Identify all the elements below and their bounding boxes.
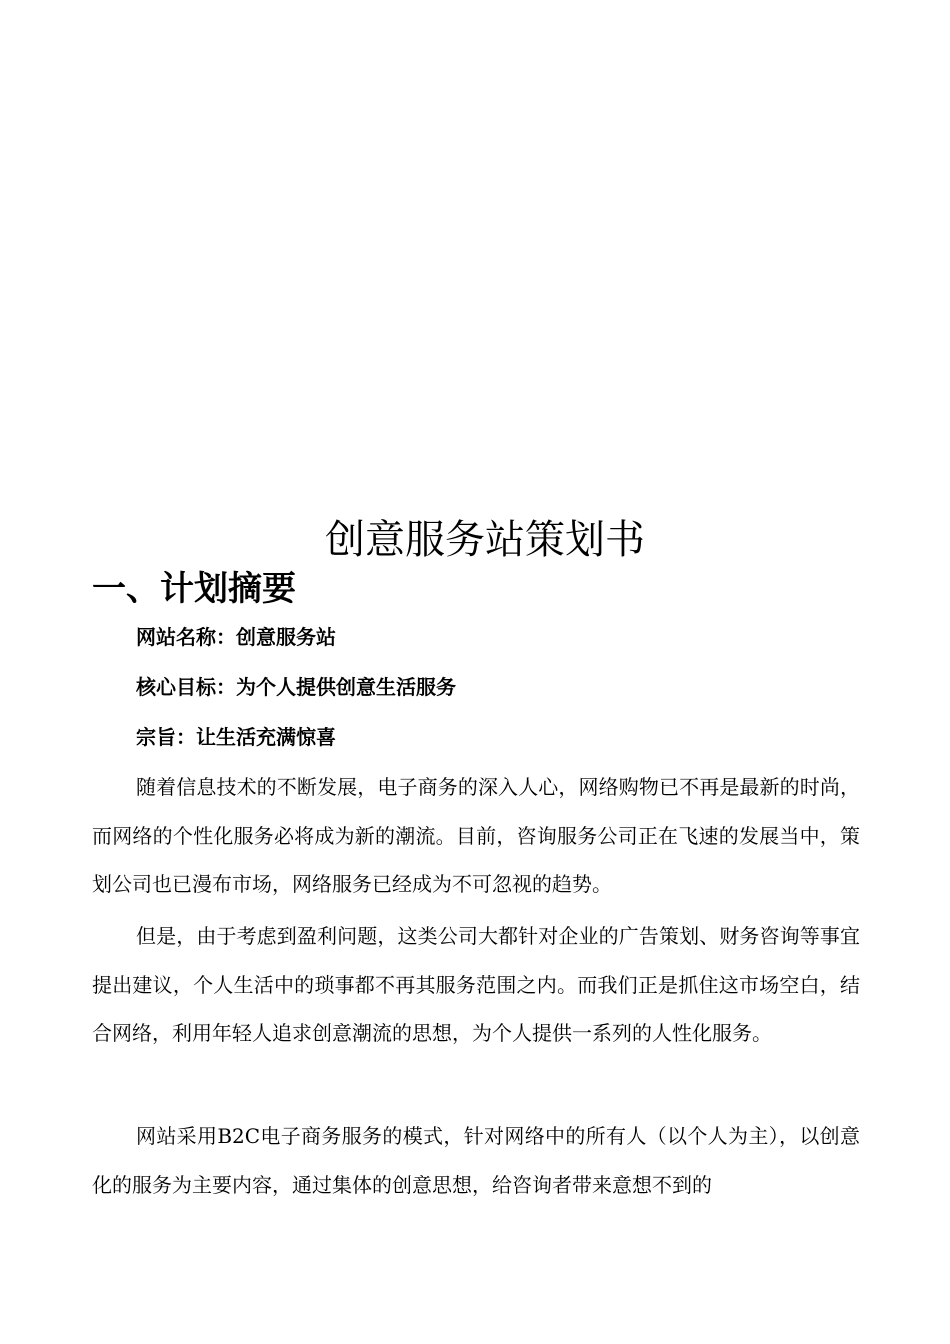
- field-website-name: 网站名称：创意服务站: [136, 625, 336, 649]
- field-core-goal: 核心目标：为个人提供创意生活服务: [136, 675, 456, 699]
- field-purpose: 宗旨：让生活充满惊喜: [136, 725, 336, 749]
- paragraph-business-model: 网站采用B2C电子商务服务的模式，针对网络中的所有人（以个人为主），以创意化的服务为主要内容，通过集体的创意思想，给咨询者带来意想不到的: [92, 1124, 860, 1197]
- section-heading-plan-summary: 一、计划摘要: [92, 569, 296, 609]
- paragraph-market-gap: 但是，由于考虑到盈利问题，这类公司大都针对企业的广告策划、财务咨询等事宜提出建议，个人生活中的琐事都不再其服务范围之内。而我们正是抓住这市场空白，结合网络，利用年轻人追求创意潮流的思想，为个人提供一系列的人性化服务。: [92, 924, 860, 1045]
- paragraph-background: 随着信息技术的不断发展，电子商务的深入人心，网络购物已不再是最新的时尚，而网络的个性化服务必将成为新的潮流。目前，咨询服务公司正在飞速的发展当中，策划公司也已漫布市场，网络服务已经成为不可忽视的趋势。: [92, 775, 860, 896]
- document-title: 创意服务站策划书: [325, 517, 645, 563]
